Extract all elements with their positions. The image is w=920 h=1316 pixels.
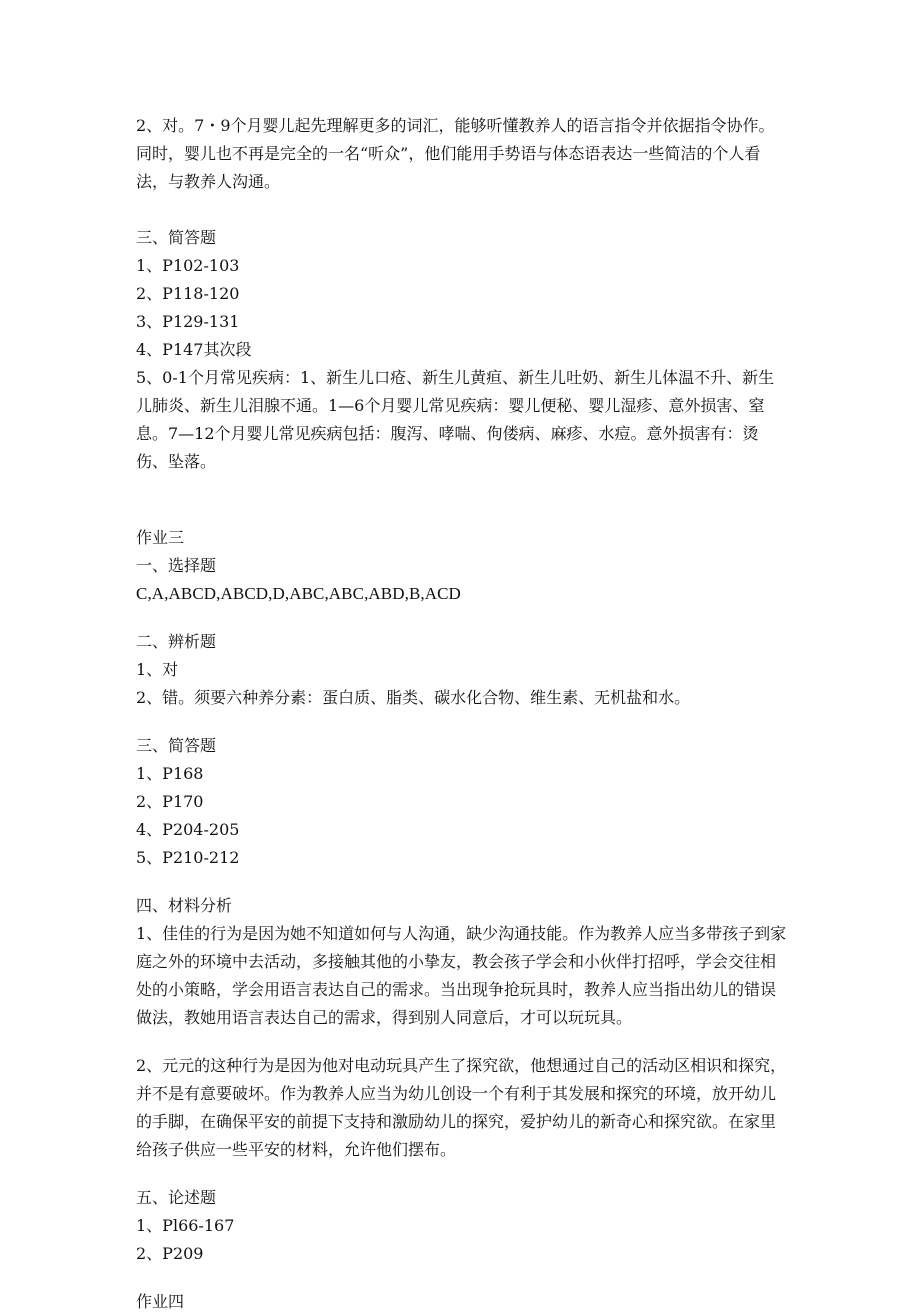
- list-item: 2、P209: [136, 1244, 204, 1263]
- answer-paragraph-2: 2、对。7・9个月婴儿起先理解更多的词汇，能够听懂教养人的语言指令并依据指令协作。同时，婴儿也不再是完全的一名“听众”，他们能用手势语与体态语表达一些简洁的个人看法，与教养人沟通。: [136, 116, 775, 191]
- spacer: [136, 1268, 788, 1288]
- list-item: 4、P147其次段: [136, 340, 252, 359]
- list-item: 1、对: [136, 660, 179, 679]
- list-item: 4、P204-205: [136, 820, 240, 839]
- section-title-material-analysis: 四、材料分析: [136, 896, 233, 915]
- spacer: [136, 608, 788, 628]
- choice-answers: C,A,ABCD,ABCD,D,ABC,ABC,ABD,B,ACD: [136, 584, 461, 603]
- list-item: 3、P129-131: [136, 312, 240, 331]
- spacer: [136, 476, 788, 524]
- list-item: 5、P210-212: [136, 848, 240, 867]
- material-analysis-answer-1: 1、佳佳的行为是因为她不知道如何与人沟通，缺少沟通技能。作为教养人应当多带孩子到家庭之外的环境中去活动，多接触其他的小挚友，教会孩子学会和小伙伴打招呼，学会交往相处的小策略，学会用语言表达自己的需求。当出现争抢玩具时，教养人应当指出幼儿的错误做法，教她用语言表达自己的需求，得到别人同意后，才可以玩玩具。: [136, 924, 787, 1027]
- document-page: [136, 112, 788, 1316]
- answer-paragraph-5: 5、0-1个月常见疾病：1、新生儿口疮、新生儿黄疸、新生儿吐奶、新生儿体温不升、新生儿肺炎、新生儿泪腺不通。1—6个月婴儿常见疾病：婴儿便秘、婴儿湿疹、意外损害、窒息。7—12个月婴儿常见疾病包括：腹泻、哮喘、佝偻病、麻疹、水痘。意外损害有：烫伤、坠落。: [136, 368, 775, 471]
- spacer: [136, 196, 788, 224]
- homework-4-title: 作业四: [136, 1292, 185, 1311]
- list-item: 1、P168: [136, 764, 204, 783]
- section-title-analysis: 二、辨析题: [136, 632, 217, 651]
- list-item: 1、Pl66-167: [136, 1216, 235, 1235]
- spacer: [136, 872, 788, 892]
- list-item: 1、P102-103: [136, 256, 240, 275]
- homework-3-title: 作业三: [136, 528, 185, 547]
- list-item: 2、P118-120: [136, 284, 240, 303]
- material-analysis-answer-2: 2、元元的这种行为是因为他对电动玩具产生了探究欲，他想通过自己的活动区相识和探究，并不是有意要破坏。作为教养人应当为幼儿创设一个有利于其发展和探究的环境，放开幼儿的手脚，在确保平安的前提下支持和激励幼儿的探究，爱护幼儿的新奇心和探究欲。在家里给孩子供应一些平安的材料，允许他们摆布。: [136, 1056, 787, 1159]
- section-title-short-answer: 三、简答题: [136, 736, 217, 755]
- section-title-choice: 一、选择题: [136, 556, 217, 575]
- spacer: [136, 1164, 788, 1184]
- list-item: 2、P170: [136, 792, 204, 811]
- list-item: 2、错。须要六种养分素：蛋白质、脂类、碳水化合物、维生素、无机盐和水。: [136, 688, 691, 707]
- section-title-essay: 五、论述题: [136, 1188, 217, 1207]
- section-title-short-answer: 三、简答题: [136, 228, 217, 247]
- spacer: [136, 712, 788, 732]
- spacer: [136, 1032, 788, 1052]
